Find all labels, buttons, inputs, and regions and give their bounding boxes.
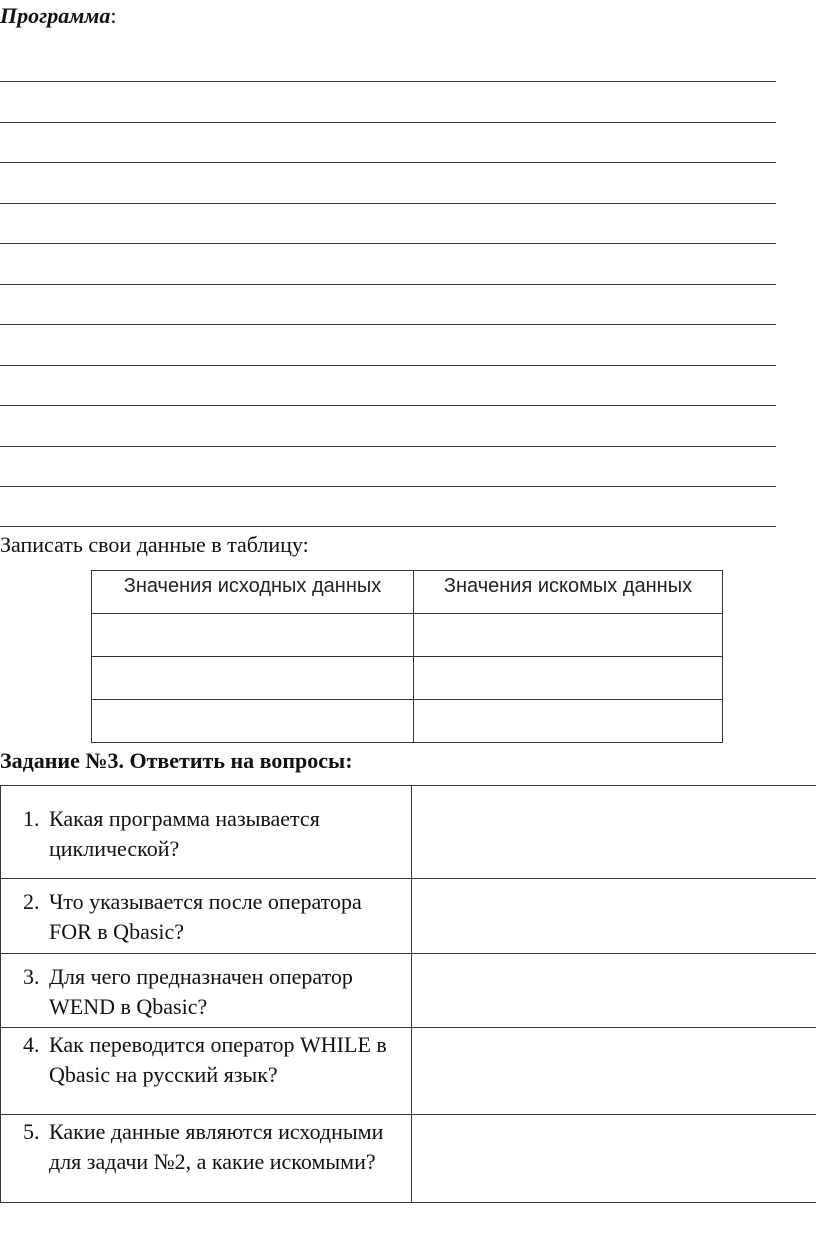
answer-cell[interactable]: [412, 1028, 816, 1115]
question-cell: [1, 954, 412, 1028]
question-row: [1, 1028, 816, 1115]
answer-line: [0, 162, 776, 163]
program-title: [0, 2, 117, 30]
question-number: 5.: [23, 1119, 40, 1144]
answer-line: [0, 405, 776, 406]
question-row: [1, 786, 816, 879]
input-value-cell[interactable]: [92, 657, 414, 700]
question-cell: [1, 786, 412, 879]
instruction-text: Записать свои данные в таблицу:: [0, 532, 309, 557]
question-text: Какие данные являются исходными для задачи №2, а какие искомыми?: [49, 1119, 384, 1174]
question-row: [1, 879, 816, 954]
answer-line: [0, 365, 776, 366]
question-number: 4.: [23, 1032, 40, 1057]
output-value-cell[interactable]: [414, 657, 723, 700]
question-number: 2.: [23, 889, 40, 914]
program-label: Программа: [0, 3, 111, 28]
answer-line: [0, 243, 776, 244]
answer-line: [0, 486, 776, 487]
program-suffix: :: [110, 3, 117, 28]
question-text: Что указывается после оператора FOR в Qbasic?: [49, 889, 362, 944]
question-cell: [1, 1115, 412, 1203]
table-row: [92, 657, 723, 700]
answer-line: [0, 203, 776, 204]
answer-cell[interactable]: [412, 954, 816, 1028]
questions-table: [0, 785, 816, 1203]
answer-line: [0, 526, 776, 527]
header-output-values: Значения искомых данных: [414, 571, 723, 614]
output-value-cell[interactable]: [414, 700, 723, 743]
answer-line: [0, 446, 776, 447]
answer-line: [0, 81, 776, 82]
table-row: [92, 700, 723, 743]
task-heading: Задание №3. Ответить на вопросы:: [0, 748, 353, 773]
answer-cell[interactable]: [412, 1115, 816, 1203]
question-text: Какая программа называется циклической?: [49, 806, 320, 861]
answer-line: [0, 324, 776, 325]
question-text: Для чего предназначен оператор WEND в Qbasic?: [49, 964, 353, 1019]
answer-cell[interactable]: [412, 786, 816, 879]
input-value-cell[interactable]: [92, 614, 414, 657]
question-number: 1.: [23, 806, 40, 831]
table-row: [92, 614, 723, 657]
data-table-header-row: [92, 571, 723, 614]
question-text: Как переводится оператор WHILE в Qbasic на русский язык?: [49, 1032, 387, 1087]
header-input-values: Значения исходных данных: [92, 571, 414, 614]
answer-line: [0, 122, 776, 123]
question-cell: [1, 1028, 412, 1115]
output-value-cell[interactable]: [414, 614, 723, 657]
data-table: [91, 570, 723, 743]
question-row: [1, 1115, 816, 1203]
question-number: 3.: [23, 964, 40, 989]
input-value-cell[interactable]: [92, 700, 414, 743]
question-row: [1, 954, 816, 1028]
answer-line: [0, 284, 776, 285]
question-cell: [1, 879, 412, 954]
answer-cell[interactable]: [412, 879, 816, 954]
